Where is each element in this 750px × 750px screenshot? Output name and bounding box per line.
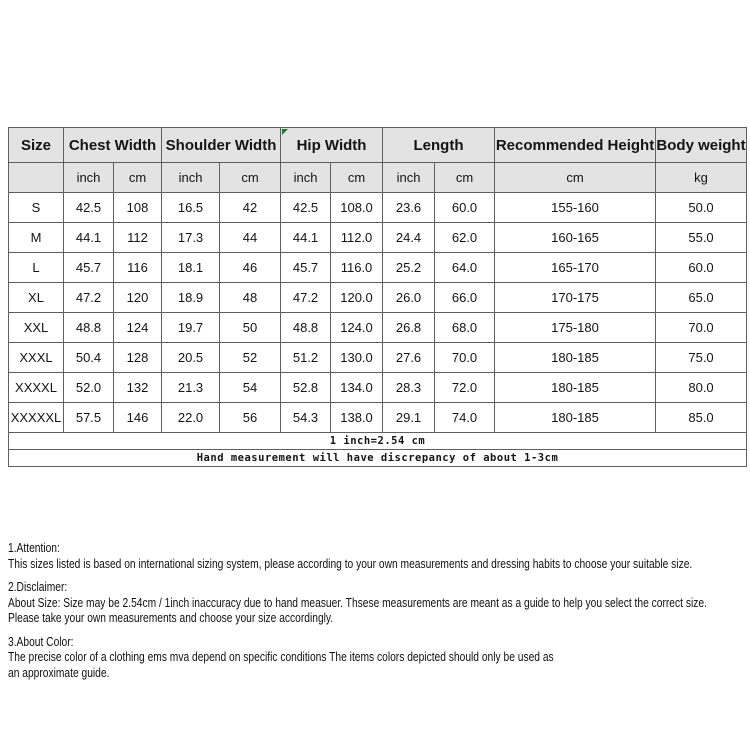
column-header-chest-width: Chest Width xyxy=(64,128,162,163)
chest-cm-cell: 124 xyxy=(114,313,162,343)
chest-inch-cell: 47.2 xyxy=(64,283,114,313)
length-inch-cell: 24.4 xyxy=(383,223,435,253)
body-weight-cell: 70.0 xyxy=(656,313,747,343)
chest-cm-cell: 112 xyxy=(114,223,162,253)
recommended-height-cell: 165-170 xyxy=(495,253,656,283)
hip-cm-cell: 112.0 xyxy=(331,223,383,253)
body-weight-cell: 85.0 xyxy=(656,403,747,433)
length-cm-cell: 74.0 xyxy=(435,403,495,433)
disclaimer-text-line2: Please take your own measurements and choose your size accordingly. xyxy=(8,611,334,625)
footnote-hand-measurement: Hand measurement will have discrepancy of about 1-3cm xyxy=(9,450,747,467)
length-cm-cell: 62.0 xyxy=(435,223,495,253)
chest-cm-cell: 146 xyxy=(114,403,162,433)
length-cm-cell: 66.0 xyxy=(435,283,495,313)
column-header-hip-width xyxy=(281,128,383,163)
hip-inch-cell: 44.1 xyxy=(281,223,331,253)
footnote-row xyxy=(9,450,747,467)
recommended-height-cell: 180-185 xyxy=(495,403,656,433)
shoulder-cm-cell: 46 xyxy=(220,253,281,283)
chest-inch-cell: 57.5 xyxy=(64,403,114,433)
unit-cell-height-cm: cm xyxy=(495,163,656,193)
disclaimer-text-line1: About Size: Size may be 2.54cm / 1inch inaccuracy due to hand measuer. Thsese measurements are meant as a guide to help you select the correct size. xyxy=(8,595,707,610)
recommended-height-cell: 180-185 xyxy=(495,343,656,373)
table-header xyxy=(9,128,747,193)
hip-cm-cell: 108.0 xyxy=(331,193,383,223)
hip-inch-cell: 45.7 xyxy=(281,253,331,283)
unit-cell-length-cm: cm xyxy=(435,163,495,193)
column-header-shoulder-width: Shoulder Width xyxy=(162,128,281,163)
chest-inch-cell: 48.8 xyxy=(64,313,114,343)
shoulder-cm-cell: 54 xyxy=(220,373,281,403)
chest-cm-cell: 128 xyxy=(114,343,162,373)
shoulder-inch-cell: 22.0 xyxy=(162,403,220,433)
unit-cell-weight-kg: kg xyxy=(656,163,747,193)
unit-cell-hip-cm: cm xyxy=(331,163,383,193)
hip-inch-cell: 42.5 xyxy=(281,193,331,223)
chest-cm-cell: 108 xyxy=(114,193,162,223)
attention-block xyxy=(8,541,748,572)
shoulder-cm-cell: 56 xyxy=(220,403,281,433)
hip-cm-cell: 124.0 xyxy=(331,313,383,343)
hip-inch-cell: 51.2 xyxy=(281,343,331,373)
shoulder-inch-cell: 18.9 xyxy=(162,283,220,313)
length-cm-cell: 72.0 xyxy=(435,373,495,403)
shoulder-cm-cell: 48 xyxy=(220,283,281,313)
shoulder-inch-cell: 17.3 xyxy=(162,223,220,253)
hip-cm-cell: 130.0 xyxy=(331,343,383,373)
hip-inch-cell: 52.8 xyxy=(281,373,331,403)
hip-inch-cell: 47.2 xyxy=(281,283,331,313)
about-color-block xyxy=(8,635,748,682)
shoulder-inch-cell: 18.1 xyxy=(162,253,220,283)
table-row xyxy=(9,403,747,433)
size-cell: XXXXL xyxy=(9,373,64,403)
about-color-title: 3.About Color: xyxy=(8,634,74,649)
table-row xyxy=(9,253,747,283)
body-weight-cell: 60.0 xyxy=(656,253,747,283)
attention-text: This sizes listed is based on international sizing system, please according to your own measurements and dressing habits to choose your suitable size. xyxy=(8,556,693,571)
hip-cm-cell: 134.0 xyxy=(331,373,383,403)
header-unit-row xyxy=(9,163,747,193)
chest-inch-cell: 50.4 xyxy=(64,343,114,373)
table-row xyxy=(9,193,747,223)
table-row xyxy=(9,313,747,343)
unit-cell-empty xyxy=(9,163,64,193)
recommended-height-cell: 170-175 xyxy=(495,283,656,313)
length-inch-cell: 27.6 xyxy=(383,343,435,373)
unit-cell-length-inch: inch xyxy=(383,163,435,193)
about-color-text-line1: The precise color of a clothing ems mva depend on specific conditions The items colors depicted should only be used as xyxy=(8,650,554,664)
chest-cm-cell: 132 xyxy=(114,373,162,403)
hip-cm-cell: 138.0 xyxy=(331,403,383,433)
column-header-hip-width-label: Hip Width xyxy=(296,136,367,154)
footnote-inch-conversion: 1 inch=2.54 cm xyxy=(9,433,747,450)
table-row xyxy=(9,343,747,373)
disclaimer-title: 2.Disclaimer: xyxy=(8,580,68,594)
table-row xyxy=(9,283,747,313)
length-cm-cell: 68.0 xyxy=(435,313,495,343)
chest-inch-cell: 45.7 xyxy=(64,253,114,283)
length-inch-cell: 26.0 xyxy=(383,283,435,313)
header-group-row xyxy=(9,128,747,163)
column-header-recommended-height: Recommended Height xyxy=(495,128,656,163)
recommended-height-cell: 175-180 xyxy=(495,313,656,343)
length-inch-cell: 29.1 xyxy=(383,403,435,433)
unit-cell-chest-cm: cm xyxy=(114,163,162,193)
body-weight-cell: 55.0 xyxy=(656,223,747,253)
unit-cell-shoulder-inch: inch xyxy=(162,163,220,193)
body-weight-cell: 65.0 xyxy=(656,283,747,313)
length-cm-cell: 64.0 xyxy=(435,253,495,283)
table-row xyxy=(9,373,747,403)
length-cm-cell: 60.0 xyxy=(435,193,495,223)
size-chart-table xyxy=(8,127,747,467)
size-cell: S xyxy=(9,193,64,223)
size-cell: XL xyxy=(9,283,64,313)
body-weight-cell: 50.0 xyxy=(656,193,747,223)
column-header-size: Size xyxy=(9,128,64,163)
shoulder-cm-cell: 44 xyxy=(220,223,281,253)
footnote-row xyxy=(9,433,747,450)
chest-cm-cell: 116 xyxy=(114,253,162,283)
recommended-height-cell: 155-160 xyxy=(495,193,656,223)
hip-inch-cell: 48.8 xyxy=(281,313,331,343)
disclaimer-block xyxy=(8,580,748,627)
shoulder-inch-cell: 16.5 xyxy=(162,193,220,223)
size-cell: XXXXXL xyxy=(9,403,64,433)
unit-cell-shoulder-cm: cm xyxy=(220,163,281,193)
unit-cell-chest-inch: inch xyxy=(64,163,114,193)
column-header-length: Length xyxy=(383,128,495,163)
hip-cm-cell: 120.0 xyxy=(331,283,383,313)
hip-inch-cell: 54.3 xyxy=(281,403,331,433)
body-weight-cell: 80.0 xyxy=(656,373,747,403)
size-cell: L xyxy=(9,253,64,283)
shoulder-inch-cell: 21.3 xyxy=(162,373,220,403)
size-cell: M xyxy=(9,223,64,253)
shoulder-cm-cell: 52 xyxy=(220,343,281,373)
green-corner-marker xyxy=(282,129,288,135)
size-cell: XXXL xyxy=(9,343,64,373)
shoulder-inch-cell: 20.5 xyxy=(162,343,220,373)
notes-section xyxy=(8,541,748,689)
shoulder-cm-cell: 42 xyxy=(220,193,281,223)
length-inch-cell: 25.2 xyxy=(383,253,435,283)
attention-title: 1.Attention: xyxy=(8,541,60,555)
size-table-body xyxy=(9,193,747,433)
chest-inch-cell: 42.5 xyxy=(64,193,114,223)
length-inch-cell: 26.8 xyxy=(383,313,435,343)
chest-cm-cell: 120 xyxy=(114,283,162,313)
shoulder-inch-cell: 19.7 xyxy=(162,313,220,343)
length-inch-cell: 28.3 xyxy=(383,373,435,403)
table-footer xyxy=(9,433,747,467)
hip-cm-cell: 116.0 xyxy=(331,253,383,283)
chest-inch-cell: 44.1 xyxy=(64,223,114,253)
body-weight-cell: 75.0 xyxy=(656,343,747,373)
unit-cell-hip-inch: inch xyxy=(281,163,331,193)
length-inch-cell: 23.6 xyxy=(383,193,435,223)
chest-inch-cell: 52.0 xyxy=(64,373,114,403)
table-row xyxy=(9,223,747,253)
shoulder-cm-cell: 50 xyxy=(220,313,281,343)
size-cell: XXL xyxy=(9,313,64,343)
length-cm-cell: 70.0 xyxy=(435,343,495,373)
column-header-body-weight: Body weight xyxy=(656,128,747,163)
recommended-height-cell: 160-165 xyxy=(495,223,656,253)
recommended-height-cell: 180-185 xyxy=(495,373,656,403)
about-color-text-line2: an approximate guide. xyxy=(8,665,110,680)
